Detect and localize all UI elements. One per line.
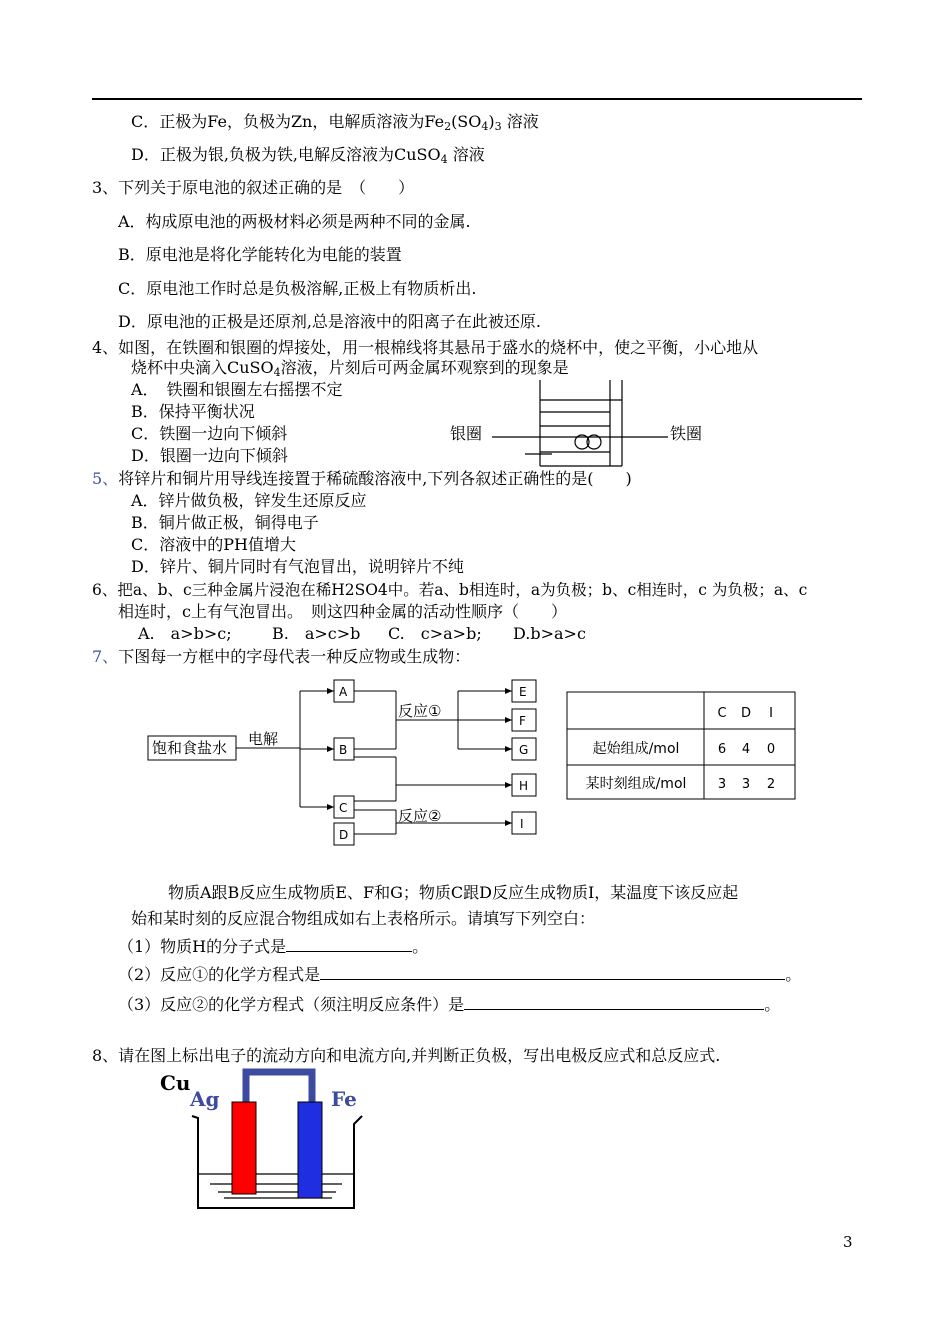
letter-e: E [519, 685, 527, 699]
q3-option-b: B．原电池是将化学能转化为电能的装置 [118, 245, 402, 264]
q5-option-b: B．铜片做正极，铜得电子 [131, 513, 319, 532]
table-row1-d: 4 [741, 742, 751, 757]
q4-option-b: B．保持平衡状况 [131, 402, 255, 421]
q7-paragraph-line1: 物质A跟B反应生成物质E、F和G；物质C跟D反应生成物质I，某温度下该反应起 [168, 883, 739, 902]
answer-blank-h[interactable] [286, 937, 412, 952]
q5-option-a: A．锌片做负极，锌发生还原反应 [131, 491, 367, 510]
table-row1-label: 起始组成/mol [592, 741, 680, 757]
q2-option-c: C．正极为Fe，负极为Zn，电解质溶液为Fe2(SO4)3 溶液 [131, 112, 539, 133]
header-rule [92, 98, 862, 100]
q4-beaker-figure [490, 372, 670, 472]
q7-composition-table [566, 690, 798, 802]
q5-option-c: C．溶液中的PH值增大 [131, 535, 296, 554]
q8-stem: 8、请在图上标出电子的流动方向和电流方向,并判断正负极，写出电极反应式和总反应式. [92, 1046, 721, 1065]
letter-c: C [339, 801, 348, 815]
label-electrolysis: 电解 [248, 730, 279, 748]
table-row2-d: 3 [741, 777, 751, 792]
label-fe: Fe [331, 1087, 357, 1111]
table-header-i: I [769, 706, 773, 721]
q4-label-silver-ring: 银圈 [450, 424, 483, 443]
label-ag: Ag [190, 1087, 220, 1111]
q4-option-d: D．银圈一边向下倾斜 [131, 446, 288, 465]
label-reaction-2: 反应② [398, 807, 442, 825]
q3-option-c: C．原电池工作时总是负极溶解,正极上有物质析出. [118, 279, 477, 298]
fe-electrode [298, 1102, 322, 1198]
page-number: 3 [843, 1233, 853, 1251]
ag-electrode [232, 1102, 256, 1194]
letter-a: A [339, 685, 348, 699]
q4-option-a: A． 铁圈和银圈左右摇摆不定 [131, 380, 343, 399]
letter-b: B [339, 743, 348, 757]
label-reaction-1: 反应① [398, 702, 442, 720]
table-row1-c: 6 [717, 742, 727, 757]
q4-stem-line2: 烧杯中央滴入CuSO4溶液，片刻后可两金属环观察到的现象是 [131, 358, 569, 379]
connecting-wire [246, 1072, 312, 1104]
table-row2-c: 3 [717, 777, 727, 792]
q7-sub3: （3）反应②的化学方程式（须注明反应条件）是 。 [118, 995, 781, 1014]
letter-h: H [519, 779, 529, 793]
q7-reaction-diagram [140, 672, 550, 852]
letter-d: D [339, 828, 349, 842]
table-row2-label: 某时刻组成/mol [585, 776, 687, 792]
q4-label-iron-ring: 铁圈 [670, 424, 703, 443]
q3-option-a: A．构成原电池的两极材料必须是两种不同的金属. [118, 212, 471, 231]
q5-stem: 5、将锌片和铜片用导线连接置于稀硫酸溶液中,下列各叙述正确性的是( ) [92, 469, 632, 488]
q4-stem-line1: 4、如图，在铁圈和银圈的焊接处，用一根棉线将其悬吊于盛水的烧杯中，使之平衡，小心地从 [92, 338, 759, 357]
letter-g: G [519, 743, 529, 757]
table-row2-i: 2 [766, 777, 776, 792]
q3-stem: 3、下列关于原电池的叙述正确的是 （ ） [92, 178, 415, 197]
answer-blank-reaction2[interactable] [464, 995, 764, 1010]
q2-option-d: D．正极为银,负极为铁,电解反溶液为CuSO4 溶液 [131, 145, 485, 166]
q7-stem: 7、下图每一方框中的字母代表一种反应物或生成物： [92, 647, 471, 666]
q7-sub1: （1）物质H的分子式是 。 [118, 937, 429, 956]
letter-i: I [520, 817, 524, 831]
q6-option-b: B. a>c>b [272, 624, 361, 643]
q4-option-c: C．铁圈一边向下倾斜 [131, 424, 288, 443]
q7-sub2: （2）反应①的化学方程式是 。 [118, 965, 802, 984]
solution-lines [198, 1174, 354, 1198]
q6-stem-line2: 相连时，c上有气泡冒出。 则这四种金属的活动性顺序（ ） [118, 602, 567, 621]
letter-f: F [519, 714, 526, 728]
box-i [512, 812, 536, 834]
beaker [192, 1116, 362, 1208]
q7-paragraph-line2: 始和某时刻的反应混合物组成如右上表格所示。请填写下列空白： [131, 909, 596, 928]
table-header-c: C [717, 706, 727, 721]
table-header-d: D [740, 706, 752, 721]
q3-option-d: D．原电池的正极是还原剂,总是溶液中的阳离子在此被还原. [118, 312, 542, 331]
label-cu: Cu [160, 1071, 191, 1095]
q8-cell-figure [150, 1064, 390, 1214]
q6-option-d: D.b>a>c [513, 624, 586, 643]
table-row1-i: 0 [766, 742, 776, 757]
answer-blank-reaction1[interactable] [320, 965, 785, 980]
q5-option-d: D．锌片、铜片同时有气泡冒出，说明锌片不纯 [131, 557, 464, 576]
label-brine: 饱和食盐水 [152, 739, 228, 757]
q6-option-c: C. c>a>b; [388, 624, 482, 643]
q6-stem-line1: 6、把a、b、c三种金属片浸泡在稀H2SO4中。若a、b相连时，a为负极；b、c相连时，c 为负极；a、c [92, 581, 808, 599]
q6-option-a: A. a>b>c; [138, 624, 232, 643]
